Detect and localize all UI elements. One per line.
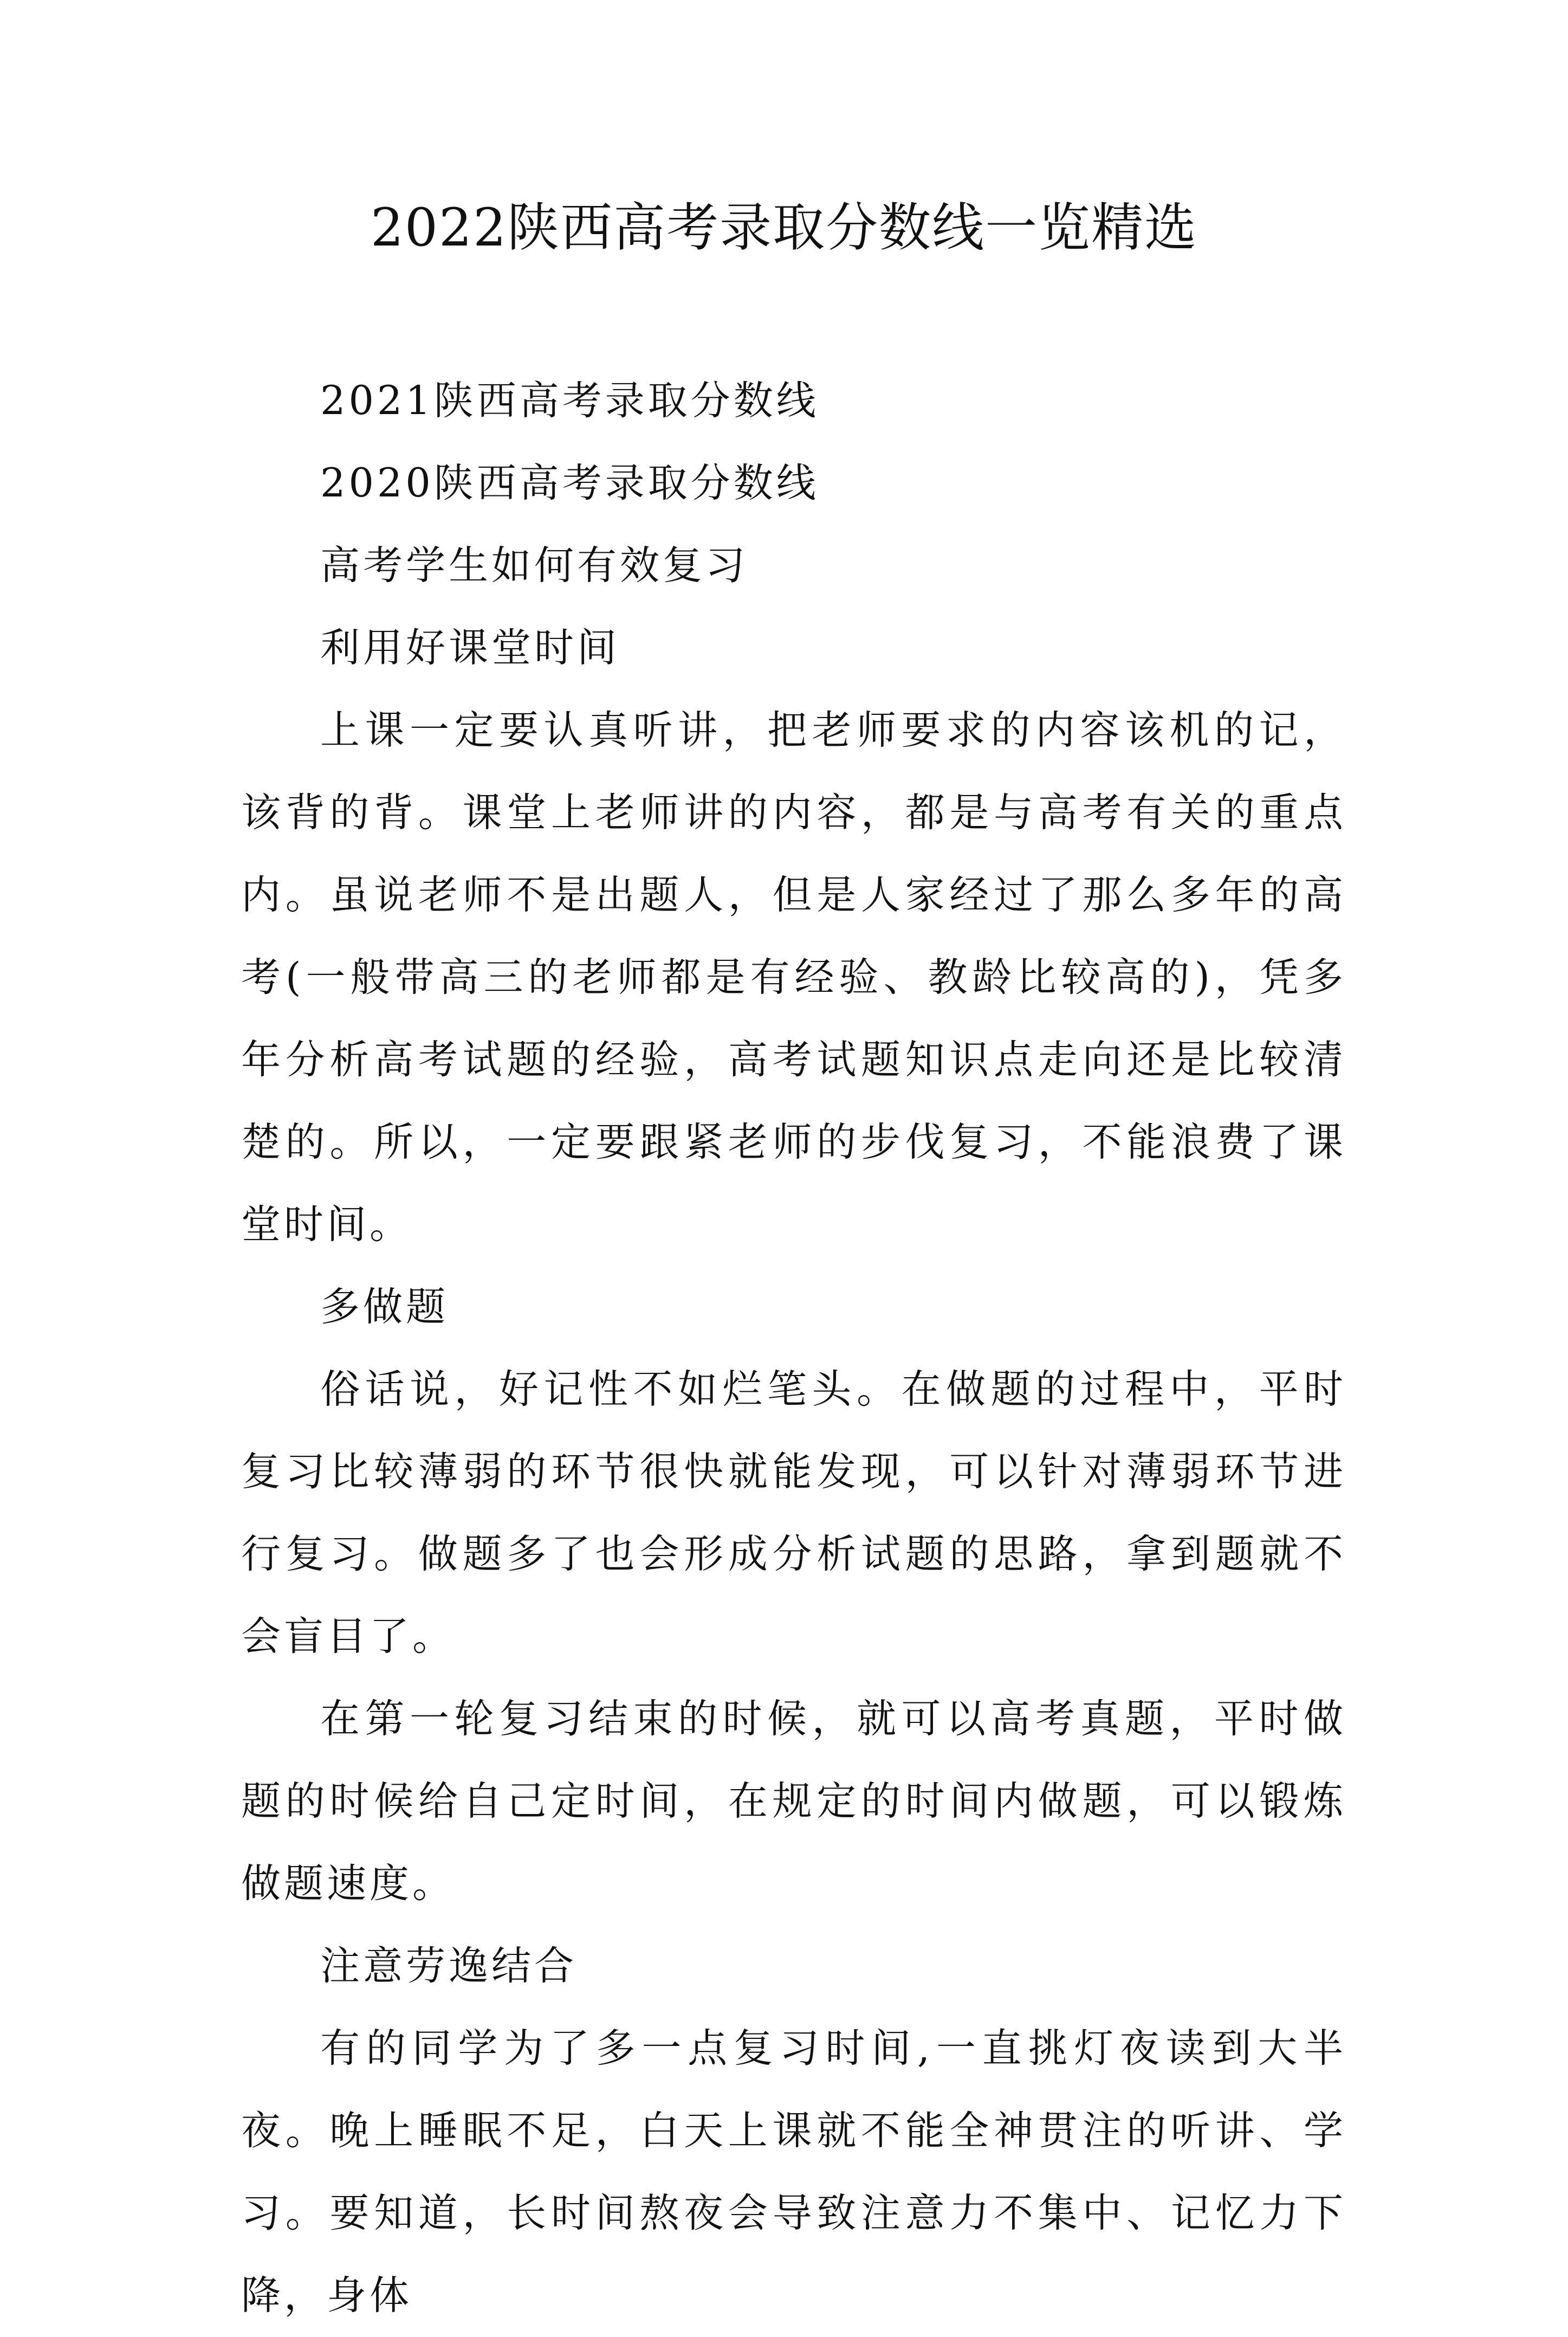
paragraph-work-rest-balance: 有的同学为了多一点复习时间,一直挑灯夜读到大半夜。晚上睡眠不足，白天上课就不能全神贯注的听讲、学习。要知道，长时间熬夜会导致注意力不集中、记忆力下降，身体 <box>241 2025 1346 2319</box>
subheading-use-class-time: 利用好课堂时间 <box>320 625 620 671</box>
paragraph-practice-questions: 俗话说，好记性不如烂笔头。在做题的过程中，平时复习比较薄弱的环节很快就能发现，可以针对薄弱环节进行复习。做题多了也会形成分析试题的思路，拿到题就不会盲目了。 <box>241 1366 1346 1660</box>
paragraph-2021-score-line: 2021陕西高考录取分数线 <box>320 378 819 424</box>
document-body <box>241 360 1346 2337</box>
subheading-practice-questions: 多做题 <box>320 1284 449 1330</box>
document-title: 2022陕西高考录取分数线一览精选 <box>370 197 1198 258</box>
paragraph-timed-practice: 在第一轮复习结束的时候，就可以高考真题，平时做题的时候给自己定时间，在规定的时间内做题，可以锻炼做题速度。 <box>241 1696 1346 1907</box>
paragraph-class-time: 上课一定要认真听讲，把老师要求的内容该机的记，该背的背。课堂上老师讲的内容，都是与高考有关的重点内。虽说老师不是出题人，但是人家经过了那么多年的高考(一般带高三的老师都是有经验、教龄比较高的)，凭多年分析高考试题的经验，高考试题知识点走向还是比较清楚的。所以，一定要跟紧老师的步伐复习，不能浪费了课堂时间。 <box>241 707 1346 1248</box>
paragraph-2020-score-line: 2020陕西高考录取分数线 <box>320 460 819 506</box>
section-heading-effective-review: 高考学生如何有效复习 <box>320 543 748 589</box>
subheading-work-rest-balance: 注意劳逸结合 <box>320 1943 577 1989</box>
